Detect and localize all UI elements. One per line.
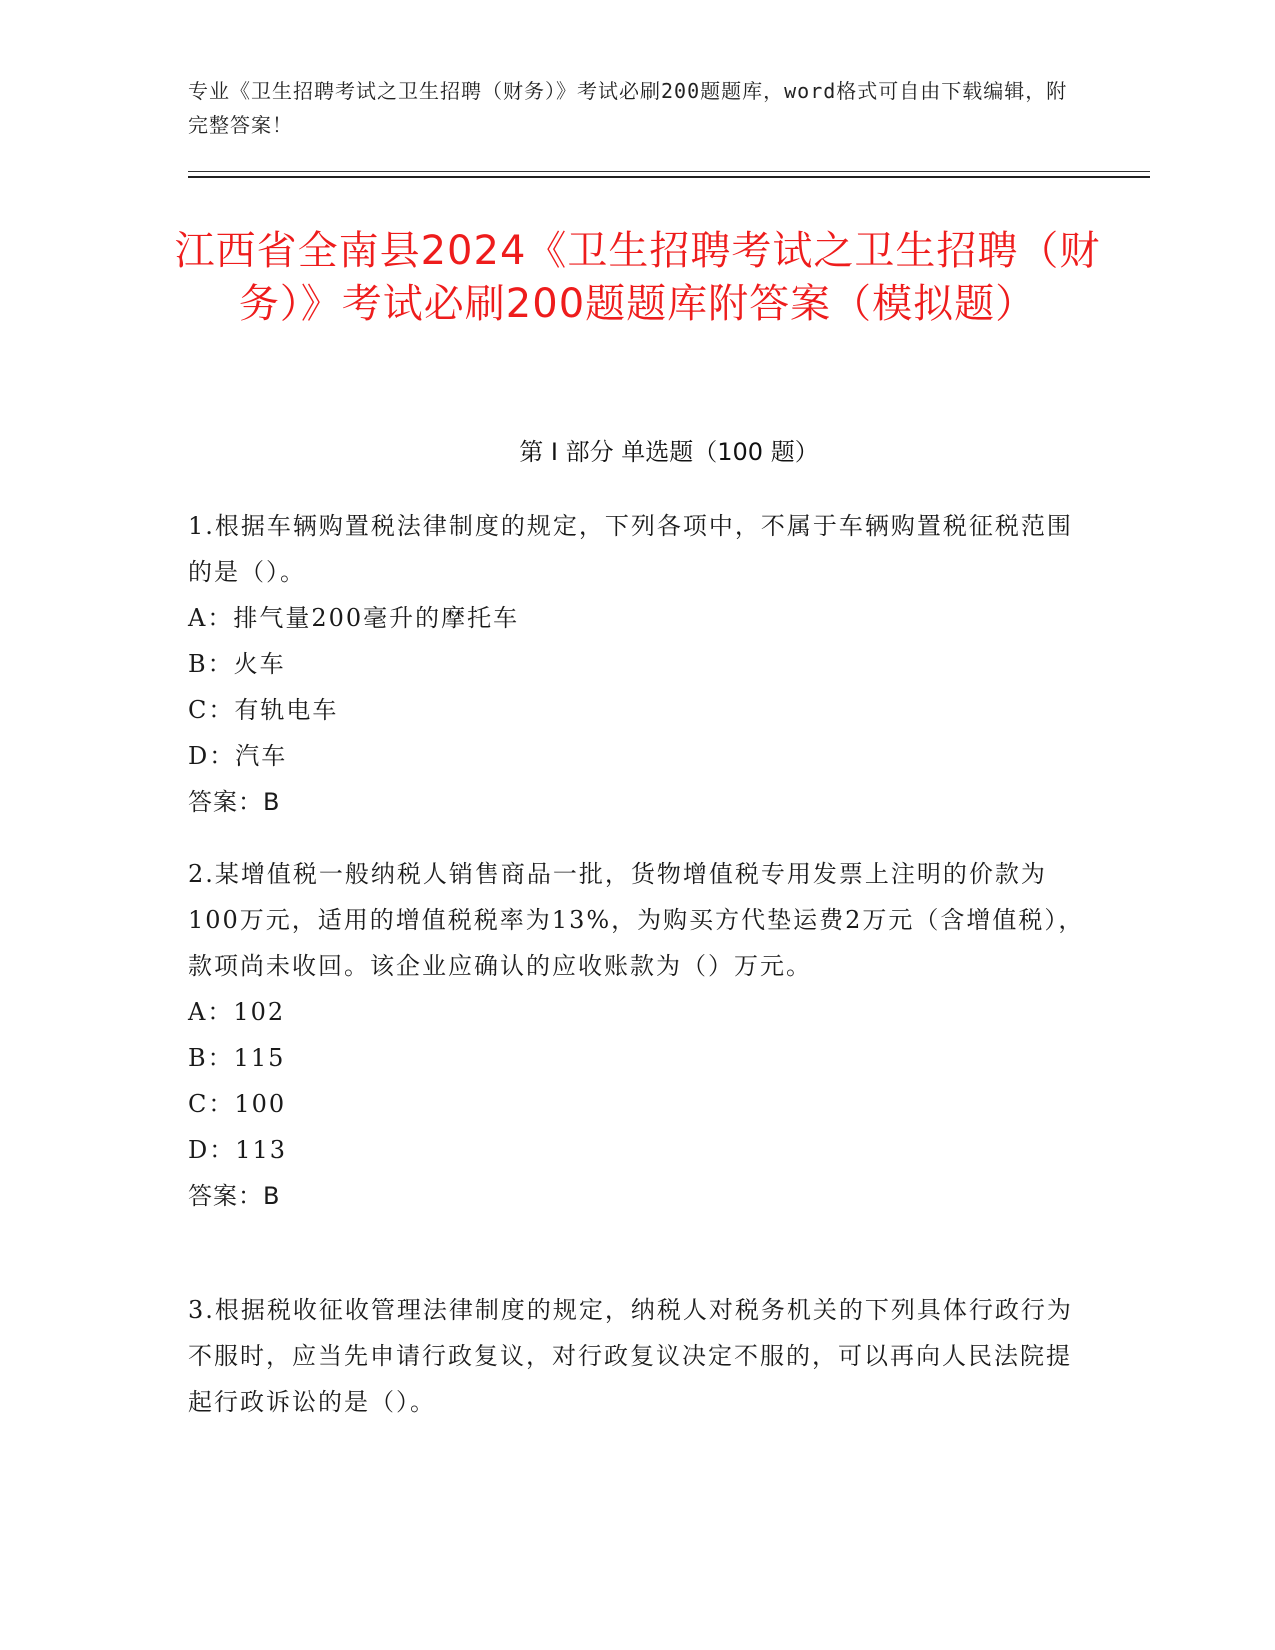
option-d: D：汽车 (188, 742, 288, 770)
question-stem: 1.根据车辆购置税法律制度的规定，下列各项中，不属于车辆购置税征税范围的是（）。 (188, 512, 1073, 586)
option-c: C：有轨电车 (188, 696, 339, 724)
document-title: 江西省全南县2024《卫生招聘考试之卫生招聘（财务）》考试必刷200题题库附答案（模拟题） (174, 228, 1101, 327)
option-d: D：113 (188, 1136, 288, 1164)
header-note: 专业《卫生招聘考试之卫生招聘（财务）》考试必刷200题题库，word格式可自由下载编辑，附完整答案！ (188, 79, 1068, 137)
question-3 (188, 1287, 1088, 1425)
answer: 答案：B (188, 1182, 281, 1210)
section-title: 第 I 部分 单选题（100 题） (519, 438, 819, 466)
option-a: A：102 (188, 998, 286, 1026)
header-divider-top (188, 171, 1150, 172)
option-b: B：火车 (188, 650, 286, 678)
header-divider-bottom (188, 176, 1150, 178)
option-b: B：115 (188, 1044, 286, 1072)
question-1 (188, 503, 1088, 825)
question-2 (188, 851, 1088, 1219)
question-stem: 3.根据税收征收管理法律制度的规定，纳税人对税务机关的下列具体行政行为不服时，应当先申请行政复议，对行政复议决定不服的，可以再向人民法院提起行政诉讼的是（）。 (188, 1296, 1073, 1416)
option-a: A：排气量200毫升的摩托车 (188, 604, 520, 632)
question-stem: 2.某增值税一般纳税人销售商品一批，货物增值税专用发票上注明的价款为100万元，适用的增值税税率为13%，为购买方代垫运费2万元（含增值税），款项尚未收回。该企业应确认的应收账款为（）万元。 (188, 860, 1085, 980)
option-c: C：100 (188, 1090, 287, 1118)
answer: 答案：B (188, 788, 281, 816)
